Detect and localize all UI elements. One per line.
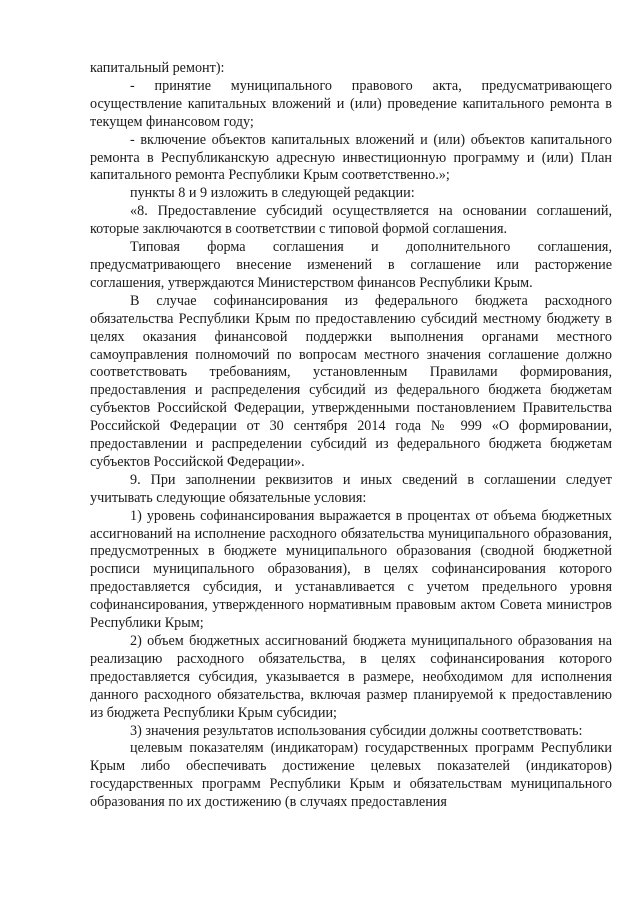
paragraph-condition-3: 3) значения результатов использования субсидии должны соответствовать: bbox=[130, 722, 583, 739]
paragraph-bullet-investment-program: - включение объектов капитальных вложений и (или) объектов капитального ремонта в Республиканскую адресную инвестиционную программу и (или) План капитального ремонта Республики Крым соответственно.»; bbox=[90, 131, 612, 184]
paragraph-points-8-9-intro: пункты 8 и 9 изложить в следующей редакции: bbox=[130, 185, 415, 202]
paragraph-condition-1: 1) уровень софинансирования выражается в процентах от объема бюджетных ассигнований на исполнение расходного обязательства муниципального образования, предусмотренных в бюджете муниципального образования (сводной бюджетной росписи муниципального образования), в целях софинансирования которого предоставляется субсидия, и устанавливается с учетом предельного уровня софинансирования, утвержденного нормативным правовым актом Совета министров Республики Крым; bbox=[90, 507, 612, 632]
paragraph-typical-form: Типовая форма соглашения и дополнительного соглашения, предусматривающего внесение изменений в соглашение или расторжение соглашения, утверждаются Министерством финансов Республики Крым. bbox=[90, 239, 612, 291]
paragraph-condition-2: 2) объем бюджетных ассигнований бюджета муниципального образования на реализацию расходного обязательства, в целях софинансирования которого предоставляется субсидия, указывается в размере, необходимом для исполнения данного расходного обязательства, включая размер планируемой к предоставлению из бюджета Республики Крым субсидии; bbox=[90, 633, 612, 721]
paragraph-point-8: «8. Предоставление субсидий осуществляется на основании соглашений, которые заключаются в соответствии с типовой формой соглашения. bbox=[90, 203, 612, 238]
paragraph-bullet-municipal-act: - принятие муниципального правового акта, предусматривающего осуществление капитальных вложений и (или) проведение капитального ремонта в текущем финансовом году; bbox=[90, 77, 612, 130]
paragraph-point-9: 9. При заполнении реквизитов и иных сведений в соглашении следует учитывать следующие обязательные условия: bbox=[90, 471, 612, 506]
document-body bbox=[90, 60, 612, 812]
paragraph-federal-cofinancing: В случае софинансирования из федерального бюджета расходного обязательства Республики Крым по предоставлению субсидий местному бюджету в целях оказания финансовой поддержки выполнения органами местного самоуправления полномочий по вопросам местного значения соглашение должно соответствовать требованиям, установленным Правилами формирования, предоставления и распределения субсидий из федерального бюджета бюджетам субъектов Российской Федерации, утвержденными постановлением Правительства Российской Федерации от 30 сентября 2014 года № 999 «О формировании, предоставлении и распределении субсидий из федерального бюджета бюджетам субъектов Российской Федерации». bbox=[90, 292, 612, 470]
paragraph-capital-repair-heading: капитальный ремонт): bbox=[90, 60, 225, 76]
paragraph-target-indicators: целевым показателям (индикаторам) государственных программ Республики Крым либо обеспечивать достижение целевых показателей (индикаторов) государственных программ Республики Крым и обязательствам муниципального образования по их достижению (в случаях предоставления bbox=[90, 740, 612, 811]
